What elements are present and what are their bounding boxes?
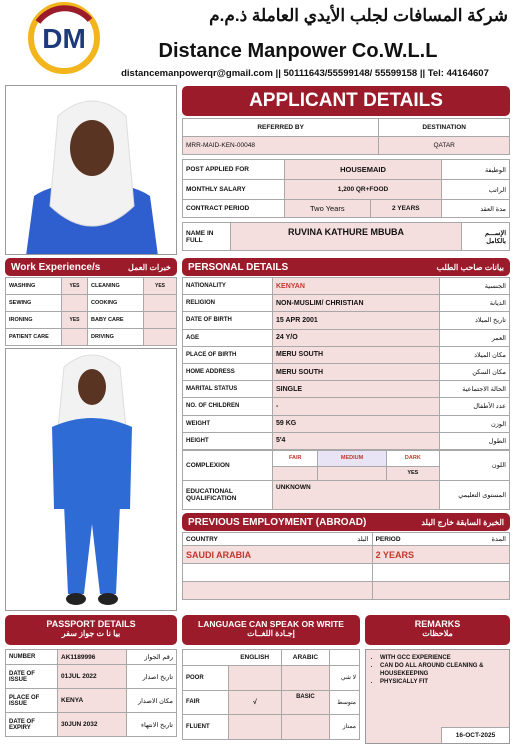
passport-value: AK1189996 xyxy=(58,650,127,665)
language-header xyxy=(182,615,360,645)
full-name-arabic: الإســـم بالكامل xyxy=(462,223,510,251)
language-arabic-header: ARABIC xyxy=(281,650,329,666)
logo-letters: DM xyxy=(42,23,86,54)
work-skill-value: YES xyxy=(62,312,88,329)
country-label: COUNTRY xyxy=(183,533,313,546)
language-english-value: √ xyxy=(229,690,282,715)
language-row xyxy=(183,690,360,715)
language-level-arabic: لا شي xyxy=(330,666,360,691)
passport-row xyxy=(6,665,177,689)
passport-table xyxy=(5,649,177,737)
contract-value: 2 YEARS xyxy=(370,200,441,218)
complexion-label: COMPLEXION xyxy=(183,450,273,480)
work-skill-value xyxy=(144,295,177,312)
personal-detail-row xyxy=(183,278,510,295)
complexion-medium: MEDIUM xyxy=(318,450,386,466)
work-experience-row xyxy=(6,295,177,312)
language-level-label: FLUENT xyxy=(183,715,229,740)
personal-detail-label: RELIGION xyxy=(183,295,273,312)
personal-detail-arabic: تاريخ الميلاد xyxy=(440,312,510,329)
full-name-value: RUVINA KATHURE MBUBA xyxy=(231,223,462,251)
language-level-arabic: متوسط xyxy=(330,690,360,715)
personal-detail-arabic: الطول xyxy=(440,432,510,449)
personal-detail-label: HEIGHT xyxy=(183,432,273,449)
personal-detail-value: 59 KG xyxy=(273,415,440,432)
language-table xyxy=(182,649,360,740)
company-logo xyxy=(28,2,100,74)
previous-employment-title-arabic: الخبرة السابقة خارج البلد xyxy=(421,517,504,527)
passport-value: 30JUN 2032 xyxy=(58,713,127,737)
language-arabic-value xyxy=(281,666,329,691)
remarks-title-arabic: ملاحظات xyxy=(422,629,453,638)
contract-arabic: مدة العقد xyxy=(442,200,510,218)
work-skill-label: WASHING xyxy=(6,278,62,295)
passport-title: PASSPORT DETAILS xyxy=(46,619,136,629)
work-experience-table xyxy=(5,277,177,346)
complexion-arabic: اللون xyxy=(440,450,510,480)
personal-detail-label: NO. OF CHILDREN xyxy=(183,398,273,415)
work-skill-label: CLEANING xyxy=(88,278,144,295)
personal-detail-row xyxy=(183,312,510,329)
personal-detail-arabic: العمر xyxy=(440,329,510,346)
personal-detail-label: MARITAL STATUS xyxy=(183,381,273,398)
personal-detail-row xyxy=(183,295,510,312)
work-experience-title: Work Experience/s xyxy=(11,261,101,273)
personal-detail-row xyxy=(183,432,510,449)
contract-value-words: Two Years xyxy=(285,200,371,218)
education-value: UNKNOWN xyxy=(273,480,440,509)
personal-detail-arabic: الوزن xyxy=(440,415,510,432)
passport-value: 01JUL 2022 xyxy=(58,665,127,689)
work-skill-label: SEWING xyxy=(6,295,62,312)
work-experience-row xyxy=(6,329,177,346)
personal-detail-value: SINGLE xyxy=(273,381,440,398)
passport-arabic: مكان الاصدار xyxy=(127,689,177,713)
education-label: EDUCATIONAL QUALIFICATION xyxy=(183,480,273,509)
work-skill-label: PATIENT CARE xyxy=(6,329,62,346)
language-level-arabic: ممتاز xyxy=(330,715,360,740)
personal-detail-arabic: الجنسية xyxy=(440,278,510,295)
language-level-label: POOR xyxy=(183,666,229,691)
post-arabic: الوظيفة xyxy=(442,160,510,180)
passport-label: DATE OF EXPIRY xyxy=(6,713,58,737)
work-skill-value xyxy=(62,329,88,346)
work-skill-label: DRIVING xyxy=(88,329,144,346)
previous-period: 2 YEARS xyxy=(372,546,509,564)
education-arabic: المستوى التعليمي xyxy=(440,480,510,509)
personal-detail-label: AGE xyxy=(183,329,273,346)
personal-detail-arabic: الديانة xyxy=(440,295,510,312)
referred-by-label: REFERRED BY xyxy=(183,119,379,137)
personal-detail-row xyxy=(183,415,510,432)
language-arabic-value: BASIC xyxy=(281,690,329,715)
language-row xyxy=(183,715,360,740)
personal-detail-label: HOME ADDRESS xyxy=(183,363,273,380)
passport-arabic: رقم الجواز xyxy=(127,650,177,665)
personal-detail-row xyxy=(183,329,510,346)
full-name-label: NAME IN FULL xyxy=(183,223,231,251)
complexion-fair: FAIR xyxy=(273,450,318,466)
personal-detail-row xyxy=(183,346,510,363)
language-english-value xyxy=(229,666,282,691)
company-name: Distance Manpower Co.W.L.L xyxy=(158,40,438,62)
work-experience-row xyxy=(6,278,177,295)
personal-detail-value: 15 APR 2001 xyxy=(273,312,440,329)
complexion-dark: DARK xyxy=(386,450,439,466)
personal-detail-value: - xyxy=(273,398,440,415)
personal-details-title: PERSONAL DETAILS xyxy=(188,261,289,273)
personal-details-title-arabic: بيانات صاحب الطلب xyxy=(436,262,504,272)
passport-arabic: تاريخ اصدار xyxy=(127,665,177,689)
remarks-box xyxy=(365,649,510,744)
remark-item: • PHYSICALLY FIT xyxy=(380,678,505,686)
passport-row xyxy=(6,689,177,713)
post-value: HOUSEMAID xyxy=(285,160,442,180)
salary-arabic: الراتب xyxy=(442,180,510,200)
language-english-header: ENGLISH xyxy=(229,650,282,666)
work-skill-label: COOKING xyxy=(88,295,144,312)
destination-label: DESTINATION xyxy=(379,119,510,137)
applicant-full-body-photo xyxy=(5,348,177,611)
personal-detail-value: 5'4 xyxy=(273,432,440,449)
personal-detail-row xyxy=(183,381,510,398)
passport-value: KENYA xyxy=(58,689,127,713)
passport-row xyxy=(6,713,177,737)
personal-details-header xyxy=(182,258,510,276)
period-label: PERIOD xyxy=(372,533,455,546)
language-title: LANGUAGE CAN SPEAK OR WRITE xyxy=(198,619,344,629)
personal-detail-arabic: عدد الأطفال xyxy=(440,398,510,415)
passport-row xyxy=(6,650,177,665)
personal-detail-label: WEIGHT xyxy=(183,415,273,432)
personal-detail-value: NON-MUSLIM/ CHRISTIAN xyxy=(273,295,440,312)
passport-label: NUMBER xyxy=(6,650,58,665)
work-experience-row xyxy=(6,312,177,329)
personal-detail-row xyxy=(183,398,510,415)
personal-detail-label: DATE OF BIRTH xyxy=(183,312,273,329)
personal-detail-value: MERU SOUTH xyxy=(273,346,440,363)
previous-employment-header xyxy=(182,513,510,531)
destination-value: QATAR xyxy=(379,137,510,155)
personal-detail-value: KENYAN xyxy=(273,278,440,295)
remark-item: • CAN DO ALL AROUND CLEANING & HOUSEKEEPING xyxy=(380,662,505,678)
personal-detail-label: NATIONALITY xyxy=(183,278,273,295)
personal-detail-arabic: الحالة الاجتماعية xyxy=(440,381,510,398)
complexion-mark: YES xyxy=(386,466,439,480)
passport-label: PLACE OF ISSUE xyxy=(6,689,58,713)
applicant-portrait-photo xyxy=(5,85,177,255)
work-skill-value: YES xyxy=(144,278,177,295)
remark-item: • WITH GCC EXPERIENCE xyxy=(380,654,505,662)
personal-detail-arabic: مكان السكن xyxy=(440,363,510,380)
passport-header xyxy=(5,615,177,645)
work-skill-value xyxy=(62,295,88,312)
personal-detail-value: 24 Y/O xyxy=(273,329,440,346)
work-skill-value xyxy=(144,312,177,329)
country-arabic: البلد xyxy=(312,533,372,546)
work-experience-title-arabic: خبرات العمل xyxy=(128,262,171,272)
personal-detail-label: PLACE OF BIRTH xyxy=(183,346,273,363)
post-label: POST APPLIED FOR xyxy=(183,160,285,180)
period-arabic: المدة xyxy=(455,533,510,546)
remarks-header xyxy=(365,615,510,645)
passport-label: DATE OF ISSUE xyxy=(6,665,58,689)
salary-value: 1,200 QR+FOOD xyxy=(285,180,442,200)
remarks-list xyxy=(372,654,505,686)
work-skill-value xyxy=(144,329,177,346)
document-date: 16-OCT-2025 xyxy=(441,727,509,743)
work-experience-header xyxy=(5,258,177,276)
previous-employment-title: PREVIOUS EMPLOYMENT (ABROAD) xyxy=(188,516,367,528)
passport-arabic: تاريخ الانتهاء xyxy=(127,713,177,737)
passport-title-arabic: بيا نا ت جواز سفر xyxy=(61,629,121,638)
language-english-value xyxy=(229,715,282,740)
personal-detail-value: MERU SOUTH xyxy=(273,363,440,380)
company-contact: distancemanpowerqr@gmail.com || 50111643/55599148/ 55599158 || Tel: 44164607 xyxy=(121,68,489,79)
remarks-title: REMARKS xyxy=(414,619,461,629)
work-skill-value: YES xyxy=(62,278,88,295)
personal-detail-arabic: مكان الميلاد xyxy=(440,346,510,363)
personal-detail-row xyxy=(183,363,510,380)
company-name-arabic: شركة المسافات لجلب الأيدي العاملة ذ.م.م xyxy=(209,6,508,25)
contract-label: CONTRACT PERIOD xyxy=(183,200,285,218)
work-skill-label: BABY CARE xyxy=(88,312,144,329)
referred-by-value: MRR-MAID-KEN-00048 xyxy=(183,137,379,155)
page-title: APPLICANT DETAILS xyxy=(182,86,510,116)
salary-label: MONTHLY SALARY xyxy=(183,180,285,200)
language-level-label: FAIR xyxy=(183,690,229,715)
previous-country: SAUDI ARABIA xyxy=(183,546,373,564)
language-title-arabic: إجـادة اللغــات xyxy=(247,629,295,638)
language-arabic-value xyxy=(281,715,329,740)
language-row xyxy=(183,666,360,691)
personal-details-table xyxy=(182,277,510,450)
work-skill-label: IRONING xyxy=(6,312,62,329)
